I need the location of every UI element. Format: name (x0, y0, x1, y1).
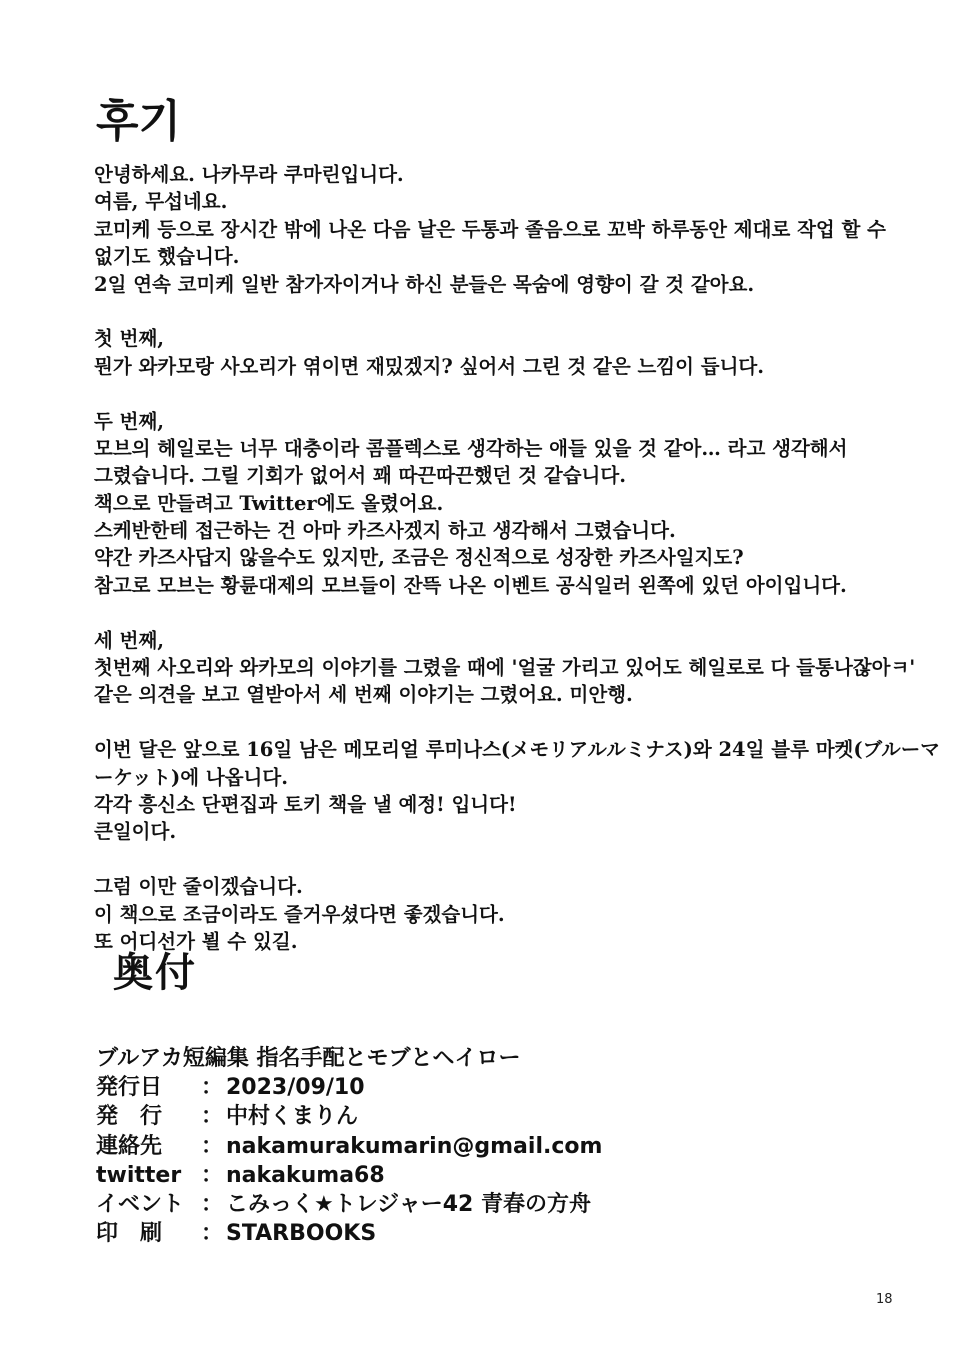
paragraph-gap (94, 709, 924, 736)
afterword-title: 후기 (96, 96, 182, 147)
afterword-line: 두 번째, (94, 409, 165, 433)
afterword-line: 뭔가 와카모랑 사오리가 엮이면 재밌겠지? 싶어서 그린 것 같은 느낌이 듭니다. (94, 354, 765, 378)
colophon-label: 連絡先 (96, 1133, 163, 1159)
colophon-colon: ： (201, 1104, 224, 1130)
colophon-label: 発 行 (96, 1104, 163, 1130)
afterword-line: 없기도 했습니다. (94, 245, 240, 269)
colophon-label: twitter (96, 1162, 182, 1188)
colophon-book-title: ブルアカ短編集 指名手配とモブとヘイロー (96, 1046, 521, 1071)
colophon-row (96, 1132, 602, 1161)
colophon-row (96, 1219, 602, 1248)
colophon-row (96, 1161, 602, 1190)
paragraph-gap (94, 846, 924, 873)
afterword-line: 약간 카즈사답지 않을수도 있지만, 조금은 정신적으로 성장한 카즈사일지도? (94, 546, 744, 570)
colophon-title: 奥付 (113, 950, 197, 996)
afterword-line: 스케반한테 접근하는 건 아마 카즈사겠지 하고 생각해서 그렸습니다. (94, 519, 676, 543)
afterword-line: 각각 흥신소 단편집과 토키 책을 낼 예정! 입니다! (94, 792, 517, 816)
paragraph-gap (94, 599, 924, 626)
colophon (96, 1044, 602, 1248)
afterword-line: ーケット)에 나옵니다. (94, 765, 289, 789)
colophon-value: nakamurakumarin@gmail.com (226, 1133, 603, 1159)
colophon-row (96, 1190, 602, 1219)
afterword-body (94, 161, 940, 955)
page-number: 18 (876, 1292, 893, 1307)
afterword-line: 그럼 이만 줄이겠습니다. (94, 875, 303, 899)
afterword-line: 또 어디선가 뵐 수 있길. (94, 929, 298, 953)
colophon-colon: ： (201, 1221, 224, 1247)
afterword-line: 같은 의견을 보고 열받아서 세 번째 이야기는 그렸어요. 미안행. (94, 683, 633, 707)
colophon-colon: ： (201, 1133, 224, 1159)
colophon-colon: ： (201, 1162, 224, 1188)
afterword-line: 큰일이다. (94, 820, 177, 844)
colophon-label: 印 刷 (96, 1221, 163, 1247)
afterword-line: 2일 연속 코미케 일반 참가자이거나 하신 분들은 목숨에 영향이 갈 것 같아요. (94, 272, 755, 296)
colophon-value: 中村くまりん (226, 1104, 359, 1130)
paragraph-gap (94, 298, 924, 325)
colophon-label: イベント (96, 1191, 185, 1217)
afterword-line: 첫번째 사오리와 와카모의 이야기를 그렸을 때에 '얼굴 가리고 있어도 헤일로로 다 들통나잖아ㅋ' (94, 656, 916, 680)
colophon-value: 2023/09/10 (226, 1075, 365, 1101)
afterword-line: 여름, 무섭네요. (94, 190, 228, 214)
afterword-line: 첫 번째, (94, 327, 165, 351)
afterword-line: 이 책으로 조금이라도 즐거우셨다면 좋겠습니다. (94, 902, 505, 926)
colophon-colon: ： (201, 1191, 224, 1217)
colophon-rows (96, 1073, 602, 1248)
afterword-line: 세 번째, (94, 628, 165, 652)
afterword-line: 그렸습니다. 그릴 기회가 없어서 꽤 따끈따끈했던 것 같습니다. (94, 464, 627, 488)
afterword-line: 모브의 헤일로는 너무 대충이라 콤플렉스로 생각하는 애들 있을 것 같아… 라고 생각해서 (94, 436, 848, 460)
colophon-row (96, 1073, 602, 1102)
afterword-line: 코미케 등으로 장시간 밖에 나온 다음 날은 두통과 졸음으로 꼬박 하루동안 제대로 작업 할 수 (94, 217, 887, 241)
colophon-colon: ： (201, 1075, 224, 1101)
colophon-row (96, 1102, 602, 1131)
colophon-label: 発行日 (96, 1075, 163, 1101)
afterword-line: 참고로 모브는 황륜대제의 모브들이 잔뜩 나온 이벤트 공식일러 왼쪽에 있던 아이입니다. (94, 573, 847, 597)
afterword-line: 책으로 만들려고 Twitter에도 올렸어요. (94, 491, 444, 515)
afterword-line: 안녕하세요. 나카무라 쿠마린입니다. (94, 163, 404, 186)
paragraph-gap (94, 380, 924, 407)
afterword-line: 이번 달은 앞으로 16일 남은 메모리얼 루미나스(メモリアルルミナス)와 24일 블루 마켓(ブルーマ (94, 738, 940, 762)
colophon-value: こみっく★トレジャー42 青春の方舟 (226, 1191, 592, 1217)
colophon-value: STARBOOKS (226, 1221, 377, 1247)
colophon-value: nakakuma68 (226, 1162, 385, 1188)
